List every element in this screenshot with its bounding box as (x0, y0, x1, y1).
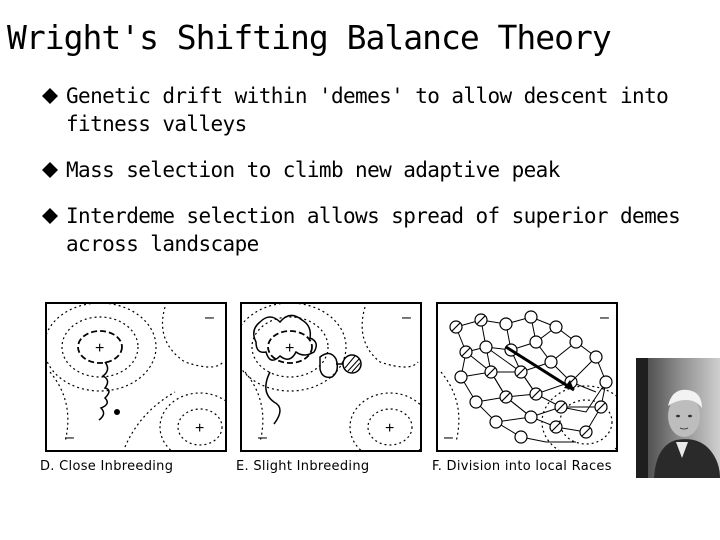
peak-plus-label: + (385, 420, 395, 437)
landscape-diagram (240, 302, 422, 452)
valley-minus-label: – (205, 309, 214, 326)
valley-minus-label: – (444, 429, 453, 446)
portrait-photo (636, 358, 720, 478)
landscape-diagram (436, 302, 618, 452)
fitness-landscape-panel-slight-inbreeding (240, 302, 422, 452)
valley-minus-label: – (65, 429, 74, 446)
peak-plus-label: + (195, 420, 205, 437)
diamond-bullet-icon (42, 88, 58, 104)
bullet-list (42, 82, 702, 276)
fitness-landscape-panel-close-inbreeding (45, 302, 227, 452)
valley-minus-label: – (402, 309, 411, 326)
panel-caption: F. Division into local Races (432, 459, 612, 474)
bullet-item (42, 202, 702, 258)
bullet-item (42, 156, 702, 184)
panel-caption: E. Slight Inbreeding (236, 459, 370, 474)
valley-minus-label: – (258, 429, 267, 446)
peak-plus-label: + (285, 340, 295, 357)
landscape-diagram (45, 302, 227, 452)
peak-plus-label: + (95, 340, 105, 357)
diamond-bullet-icon (42, 208, 58, 224)
fitness-landscape-panel-local-races (436, 302, 618, 452)
slide-title: Wright's Shifting Balance Theory (7, 18, 611, 57)
bullet-text: Interdeme selection allows spread of superior demes across landscape (66, 204, 681, 256)
bullet-text: Mass selection to climb new adaptive peak (66, 158, 560, 182)
diamond-bullet-icon (42, 162, 58, 178)
bullet-item (42, 82, 702, 138)
valley-minus-label: – (600, 309, 609, 326)
panel-caption: D. Close Inbreeding (40, 459, 174, 474)
bullet-text: Genetic drift within 'demes' to allow descent into fitness valleys (66, 84, 669, 136)
